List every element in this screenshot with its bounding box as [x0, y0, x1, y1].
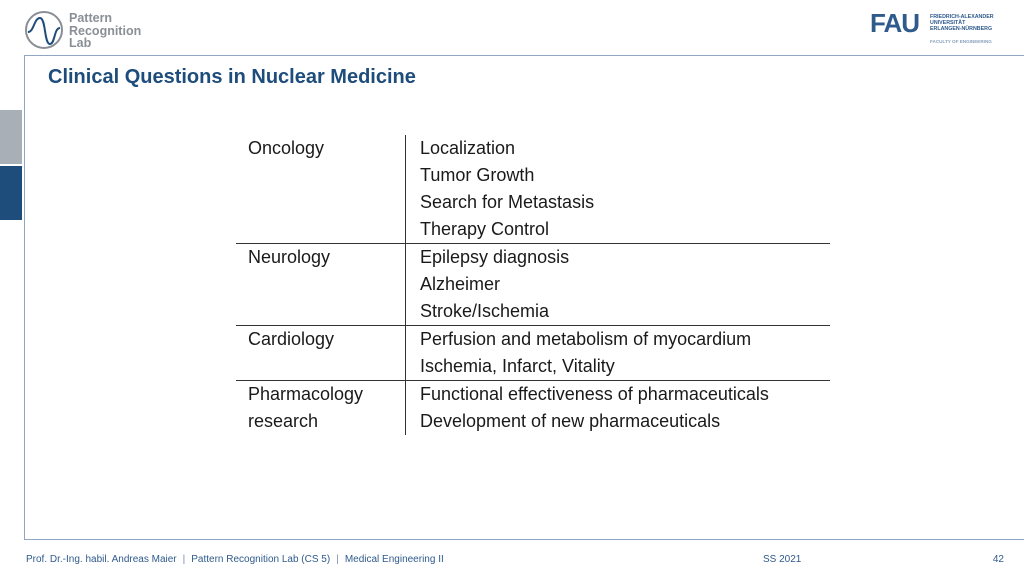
page-number: 42 — [992, 554, 1004, 565]
fau-university-name — [930, 14, 994, 32]
footer — [26, 554, 1004, 568]
question-item: Stroke/Ischemia — [420, 301, 550, 321]
area-cell — [236, 135, 406, 244]
footer-separator: | — [336, 554, 339, 565]
lab-name-line: Lab — [69, 36, 92, 50]
area-cell — [236, 381, 406, 436]
fau-name-line: UNIVERSITÄT — [930, 20, 966, 26]
area-label: Cardiology — [248, 329, 335, 349]
side-tab-active — [0, 166, 22, 220]
slide-title: Clinical Questions in Nuclear Medicine — [48, 66, 416, 88]
lab-name — [69, 12, 141, 50]
question-item: Ischemia, Infarct, Vitality — [420, 356, 615, 376]
area-label: Oncology — [248, 138, 325, 158]
questions-cell — [406, 244, 831, 326]
question-item: Therapy Control — [420, 219, 550, 239]
lab-logo-icon — [24, 10, 64, 50]
footer-lab: Pattern Recognition Lab (CS 5) — [191, 554, 331, 565]
clinical-questions-table — [236, 135, 830, 435]
area-label: Neurology — [248, 247, 331, 267]
question-item: Epilepsy diagnosis — [420, 247, 570, 267]
lab-name-line: Pattern — [69, 11, 113, 25]
footer-semester: SS 2021 — [763, 554, 802, 565]
area-label: research — [248, 411, 319, 431]
table-row — [236, 326, 830, 381]
footer-info — [26, 554, 444, 565]
pattern-recognition-lab-logo — [24, 10, 154, 54]
question-item: Perfusion and metabolism of myocardium — [420, 329, 752, 349]
frame-divider-bottom — [24, 539, 1024, 540]
question-item: Functional effectiveness of pharmaceuticals — [420, 384, 769, 404]
table-row — [236, 381, 830, 436]
questions-cell — [406, 135, 831, 244]
questions-cell — [406, 326, 831, 381]
footer-separator: | — [182, 554, 186, 565]
lab-name-line: Recognition — [69, 23, 142, 38]
area-label: Pharmacology — [248, 384, 364, 404]
footer-course: Medical Engineering II — [344, 554, 444, 565]
table-row — [236, 135, 830, 244]
questions-cell — [406, 381, 831, 436]
fau-name-line: ERLANGEN-NÜRNBERG — [930, 26, 993, 32]
area-cell — [236, 326, 406, 381]
question-item: Alzheimer — [420, 274, 501, 294]
fau-faculty: FACULTY OF ENGINEERING — [930, 39, 992, 44]
question-item: Localization — [420, 138, 516, 158]
table-row — [236, 244, 830, 326]
footer-author: Prof. Dr.-Ing. habil. Andreas Maier — [26, 554, 177, 565]
frame-divider-left — [24, 55, 25, 540]
fau-logo — [870, 10, 1010, 46]
area-cell — [236, 244, 406, 326]
question-item: Search for Metastasis — [420, 192, 595, 212]
question-item: Tumor Growth — [420, 165, 535, 185]
side-tab-inactive — [0, 110, 22, 164]
fau-name-line: FRIEDRICH-ALEXANDER — [930, 14, 994, 20]
fau-wordmark: FAU — [870, 8, 919, 38]
frame-divider-top — [24, 55, 1024, 56]
question-item: Development of new pharmaceuticals — [420, 411, 721, 431]
